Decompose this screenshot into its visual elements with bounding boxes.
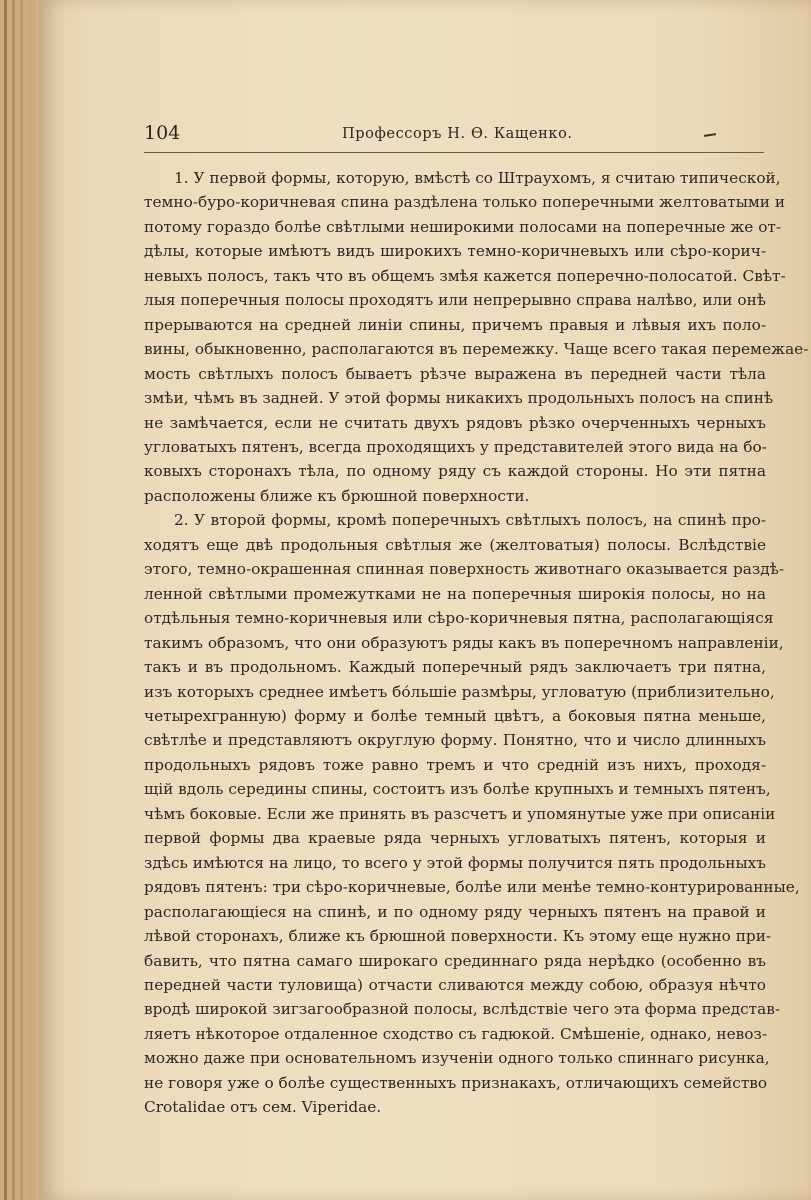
- text-line: свѣтлѣе и представляютъ округлую форму. Понятно, что и число длинныхъ: [144, 731, 766, 750]
- text-line: потому гораздо болѣе свѣтлыми неширокими полосами на поперечные же от-: [144, 217, 782, 236]
- text-line: щій вдоль середины спины, состоитъ изъ болѣе крупныхъ и темныхъ пятенъ,: [144, 780, 771, 799]
- body-text: [144, 166, 809, 1120]
- running-header: [144, 120, 764, 153]
- text-line: чѣмъ боковые. Если же принять въ разсчетъ и упомянутые уже при описаніи: [144, 804, 776, 823]
- text-line: ходятъ еще двѣ продольныя свѣтлыя же (желтоватыя) полосы. Вслѣдствіе: [144, 535, 766, 554]
- text-line: четырехгранную) форму и болѣе темный цвѣтъ, а боковыя пятна меньше,: [144, 706, 766, 725]
- text-line: такъ и въ продольномъ. Каждый поперечный рядъ заключаетъ три пятна,: [144, 658, 766, 677]
- text-line: отдѣльныя темно-коричневыя или сѣро-коричневыя пятна, располагающіяся: [144, 609, 774, 628]
- text-line: лѣвой сторонахъ, ближе къ брюшной поверхности. Къ этому еще нужно при-: [144, 927, 772, 946]
- text-line: ляетъ нѣкоторое отдаленное сходство съ гадюкой. Смѣшеніе, однако, невоз-: [144, 1024, 767, 1043]
- text-line: такимъ образомъ, что они образуютъ ряды какъ въ поперечномъ направленіи,: [144, 633, 784, 652]
- text-line: первой формы два краевые ряда черныхъ угловатыхъ пятенъ, которыя и: [144, 829, 766, 848]
- text-line: этого, темно-окрашенная спинная поверхность животнаго оказывается раздѣ-: [144, 560, 785, 579]
- page-edge: [28, 0, 31, 1200]
- ink-mark: [704, 133, 716, 137]
- text-line: 1. У первой формы, которую, вмѣстѣ со Штраухомъ, я считаю типической,: [174, 169, 781, 187]
- text-line: вродѣ широкой зигзагообразной полосы, вслѣдствіе чего эта форма представ-: [144, 1000, 781, 1019]
- text-line: мость свѣтлыхъ полосъ бываетъ рѣзче выражена въ передней части тѣла: [144, 364, 766, 383]
- page-edge: [12, 0, 15, 1200]
- page-edge: [36, 0, 39, 1200]
- page-number: 104: [144, 122, 181, 144]
- text-line: невыхъ полосъ, такъ что въ общемъ змѣя кажется поперечно-полосатой. Свѣт-: [144, 266, 786, 285]
- page-edge: [4, 0, 7, 1200]
- text-line: 2. У второй формы, кромѣ поперечныхъ свѣтлыхъ полосъ, на спинѣ про-: [174, 511, 766, 530]
- text-line: вины, обыкновенно, располагаются въ перемежку. Чаще всего такая перемежае-: [144, 340, 809, 359]
- text-line: передней части туловища) отчасти сливаются между собою, образуя нѣчто: [144, 975, 766, 994]
- running-title: Профессоръ Н. Ѳ. Кащенко.: [342, 126, 573, 142]
- text-line: Crotalidae отъ сем. Viperidae.: [144, 1098, 382, 1117]
- text-line: темно-буро-коричневая спина раздѣлена только поперечными желтоватыми и: [144, 193, 786, 212]
- text-line: можно даже при основательномъ изученіи одного только спиннаго рисунка,: [144, 1049, 770, 1068]
- text-line: лыя поперечныя полосы проходятъ или непрерывно справа налѣво, или онѣ: [144, 291, 766, 310]
- text-line: продольныхъ рядовъ тоже равно тремъ и что средній изъ нихъ, проходя-: [144, 755, 766, 774]
- text-line: прерываются на средней линіи спины, причемъ правыя и лѣвыя ихъ поло-: [144, 315, 766, 334]
- text-line: расположены ближе къ брюшной поверхности.: [144, 486, 530, 505]
- text-line: изъ которыхъ среднее имѣетъ бо́льшіе размѣры, угловатую (приблизительно,: [144, 682, 775, 701]
- text-line: не замѣчается, если не считать двухъ рядовъ рѣзко очерченныхъ черныхъ: [144, 413, 766, 432]
- text-line: змѣи, чѣмъ въ задней. У этой формы никакихъ продольныхъ полосъ на спинѣ: [144, 389, 774, 408]
- text-line: рядовъ пятенъ: три сѣро-коричневые, болѣе или менѣе темно-контурированные,: [144, 878, 800, 897]
- text-line: дѣлы, которые имѣютъ видъ широкихъ темно-коричневыхъ или сѣро-корич-: [144, 242, 766, 261]
- text-line: здѣсь имѣются на лицо, то всего у этой формы получится пять продольныхъ: [144, 853, 766, 872]
- text-line: угловатыхъ пятенъ, всегда проходящихъ у представителей этого вида на бо-: [144, 437, 767, 456]
- text-line: ленной свѣтлыми промежутками не на поперечныя широкія полосы, но на: [144, 584, 766, 603]
- text-line: не говоря уже о болѣе существенныхъ признакахъ, отличающихъ семейство: [144, 1073, 768, 1092]
- text-line: ковыхъ сторонахъ тѣла, по одному ряду съ каждой стороны. Но эти пятна: [144, 462, 766, 481]
- text-line: бавить, что пятна самаго широкаго срединнаго ряда нерѣдко (особенно въ: [144, 951, 766, 970]
- text-line: располагающіеся на спинѣ, и по одному ряду черныхъ пятенъ на правой и: [144, 902, 766, 921]
- page-edge: [20, 0, 23, 1200]
